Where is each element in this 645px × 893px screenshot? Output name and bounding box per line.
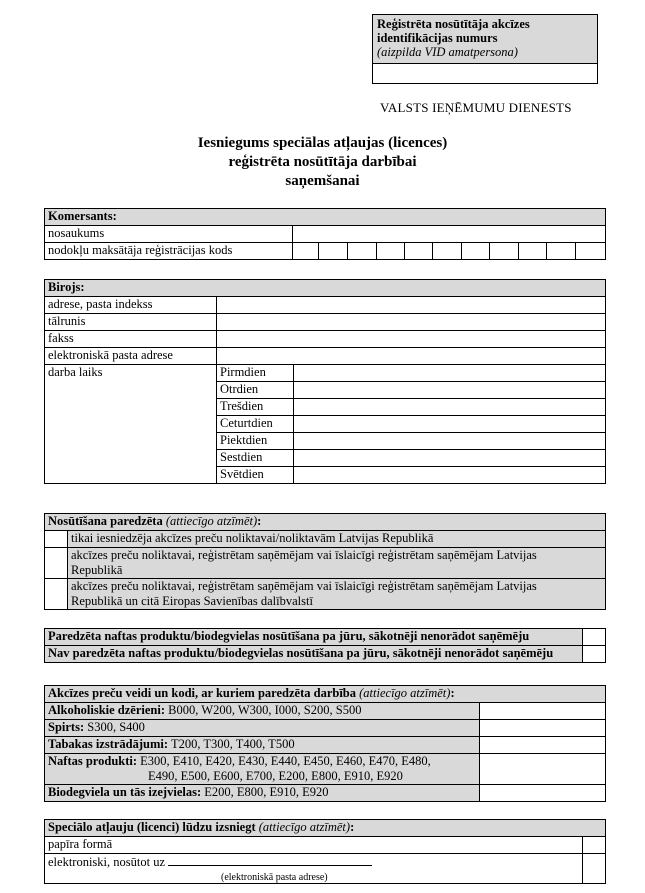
issue-table (44, 819, 606, 884)
excise-spirit-label: Spirts: (48, 720, 85, 734)
company-name-label: nosaukums (45, 226, 293, 243)
sea-shipment-checkbox-1[interactable] (583, 629, 606, 646)
tax-code-label: nodokļu maksātāja reģistrācijas kods (45, 243, 293, 260)
shipping-option-2 (68, 548, 606, 579)
shipping-checkbox-1[interactable] (45, 531, 68, 548)
shipping-header-note: (attiecīgo atzīmēt) (165, 514, 258, 528)
day-label-sunday: Svētdien (217, 467, 294, 484)
shipping-checkbox-3[interactable] (45, 579, 68, 610)
excise-bio-label: Biodegviela un tās izejvielas: (48, 785, 202, 799)
excise-tobacco-checkbox[interactable] (480, 737, 606, 754)
tax-code-digit[interactable] (405, 243, 433, 260)
shipping-option-2-line1: akcīzes preču noliktavai, reģistrētam saņēmējam vai īslaicīgi reģistrētam saņēmējam Latvijas (71, 548, 537, 562)
tax-code-digit[interactable] (377, 243, 405, 260)
reg-label-line1: Reģistrēta nosūtītāja akcīzes (377, 17, 530, 31)
birojs-header: Birojs: (45, 280, 606, 297)
issue-email-caption: (elektroniskā pasta adrese) (221, 872, 328, 883)
excise-bio-codes: E200, E800, E910, E920 (204, 785, 329, 799)
issue-electronic-checkbox[interactable] (583, 854, 606, 884)
sea-shipment-option-2: Nav paredzēta naftas produktu/biodegvielas nosūtīšana pa jūru, sākotnēji nenorādot saņēmēju (45, 646, 583, 663)
sea-shipment-option-1: Paredzēta naftas produktu/biodegvielas nosūtīšana pa jūru, sākotnēji nenorādot saņēmēju (45, 629, 583, 646)
shipping-option-3-line1: akcīzes preču noliktavai, reģistrētam saņēmējam vai īslaicīgi reģistrētam saņēmējam Latvijas (71, 579, 537, 593)
excise-tobacco-codes: T200, T300, T400, T500 (170, 737, 295, 751)
excise-spirit-codes: S300, S400 (87, 720, 145, 734)
issue-email-line[interactable] (168, 854, 372, 866)
tax-code-digit[interactable] (519, 243, 547, 260)
hours-field-wednesday[interactable] (294, 399, 606, 416)
sea-shipment-table (44, 628, 606, 663)
tax-code-digit[interactable] (319, 243, 348, 260)
excise-oil-label: Naftas produkti: (48, 754, 138, 768)
title-line1: Iesniegums speciālas atļaujas (licences) (197, 135, 448, 151)
excise-alcohol-label: Alkoholiskie dzērieni: (48, 703, 166, 717)
excise-goods-header-text: Akcīzes preču veidi un kodi, ar kuriem paredzēta darbība (48, 686, 357, 700)
email-field[interactable] (217, 348, 606, 365)
issue-paper-label: papīra formā (45, 837, 583, 854)
excise-oil-codes-line1: E300, E410, E420, E430, E440, E450, E460, E470, E480, (140, 754, 431, 768)
shipping-header: Nosūtīšana paredzēta (attiecīgo atzīmēt): (45, 514, 606, 531)
excise-goods-header: Akcīzes preču veidi un kodi, ar kuriem paredzēta darbība (attiecīgo atzīmēt): (45, 686, 606, 703)
birojs-table (44, 279, 606, 484)
hours-field-monday[interactable] (294, 365, 606, 382)
hours-field-thursday[interactable] (294, 416, 606, 433)
komersants-table (44, 208, 606, 260)
tax-code-digit[interactable] (293, 243, 319, 260)
excise-alcohol-row (45, 703, 480, 720)
working-hours-label: darba laiks (45, 365, 217, 484)
tax-code-digit[interactable] (490, 243, 519, 260)
fax-label: fakss (45, 331, 217, 348)
excise-tobacco-label: Tabakas izstrādājumi: (48, 737, 169, 751)
issue-electronic-row (45, 854, 583, 884)
document-title (0, 134, 645, 191)
registration-number-box (372, 14, 598, 84)
reg-label-note: (aizpilda VID amatpersona) (377, 45, 518, 59)
hours-field-sunday[interactable] (294, 467, 606, 484)
day-label-thursday: Ceturtdien (217, 416, 294, 433)
shipping-table (44, 513, 606, 610)
day-label-saturday: Sestdien (217, 450, 294, 467)
excise-bio-row (45, 785, 480, 802)
phone-field[interactable] (217, 314, 606, 331)
shipping-checkbox-2[interactable] (45, 548, 68, 579)
hours-field-tuesday[interactable] (294, 382, 606, 399)
excise-oil-checkbox[interactable] (480, 754, 606, 785)
excise-tobacco-row (45, 737, 480, 754)
excise-oil-codes-line2: E490, E500, E600, E700, E200, E800, E910, E920 (148, 769, 403, 783)
tax-code-digit[interactable] (547, 243, 576, 260)
email-label: elektroniskā pasta adrese (45, 348, 217, 365)
shipping-option-1: tikai iesniedzēja akcīzes preču noliktavai/noliktavām Latvijas Republikā (68, 531, 606, 548)
excise-goods-table (44, 685, 606, 802)
hours-field-saturday[interactable] (294, 450, 606, 467)
phone-label: tālrunis (45, 314, 217, 331)
excise-bio-checkbox[interactable] (480, 785, 606, 802)
registration-number-label (373, 15, 597, 64)
issue-header-text: Speciālo atļauju (licenci) lūdzu izsniegt (48, 820, 256, 834)
company-name-field[interactable] (293, 226, 606, 243)
day-label-friday: Piektdien (217, 433, 294, 450)
shipping-option-2-line2: Republikā (71, 563, 123, 577)
address-label: adrese, pasta indekss (45, 297, 217, 314)
sea-shipment-checkbox-2[interactable] (583, 646, 606, 663)
day-label-tuesday: Otrdien (217, 382, 294, 399)
issue-paper-checkbox[interactable] (583, 837, 606, 854)
address-field[interactable] (217, 297, 606, 314)
issue-header-note: (attiecīgo atzīmēt) (258, 820, 351, 834)
excise-alcohol-checkbox[interactable] (480, 703, 606, 720)
excise-spirit-row (45, 720, 480, 737)
excise-oil-row (45, 754, 480, 785)
reg-label-line2: identifikācijas numurs (377, 31, 498, 45)
tax-code-digit[interactable] (433, 243, 462, 260)
tax-code-digit[interactable] (348, 243, 377, 260)
day-label-monday: Pirmdien (217, 365, 294, 382)
authority-name: VALSTS IEŅĒMUMU DIENESTS (380, 100, 572, 115)
issue-header: Speciālo atļauju (licenci) lūdzu izsniegt (attiecīgo atzīmēt): (45, 820, 606, 837)
excise-goods-header-note: (attiecīgo atzīmēt) (359, 686, 451, 700)
issue-electronic-label: elektroniski, nosūtot uz (48, 855, 165, 869)
day-label-wednesday: Trešdien (217, 399, 294, 416)
excise-spirit-checkbox[interactable] (480, 720, 606, 737)
fax-field[interactable] (217, 331, 606, 348)
shipping-option-3-line2: Republikā un citā Eiropas Savienības dalībvalstī (71, 594, 313, 608)
komersants-header: Komersants: (45, 209, 606, 226)
registration-number-field[interactable] (373, 64, 597, 83)
shipping-option-3 (68, 579, 606, 610)
title-line3: saņemšanai (285, 173, 360, 189)
title-line2: reģistrēta nosūtītāja darbībai (228, 154, 417, 170)
tax-code-digit[interactable] (462, 243, 490, 260)
tax-code-digit[interactable] (576, 243, 606, 260)
hours-field-friday[interactable] (294, 433, 606, 450)
excise-alcohol-codes: B000, W200, W300, I000, S200, S500 (168, 703, 362, 717)
shipping-header-text: Nosūtīšana paredzēta (48, 514, 163, 528)
